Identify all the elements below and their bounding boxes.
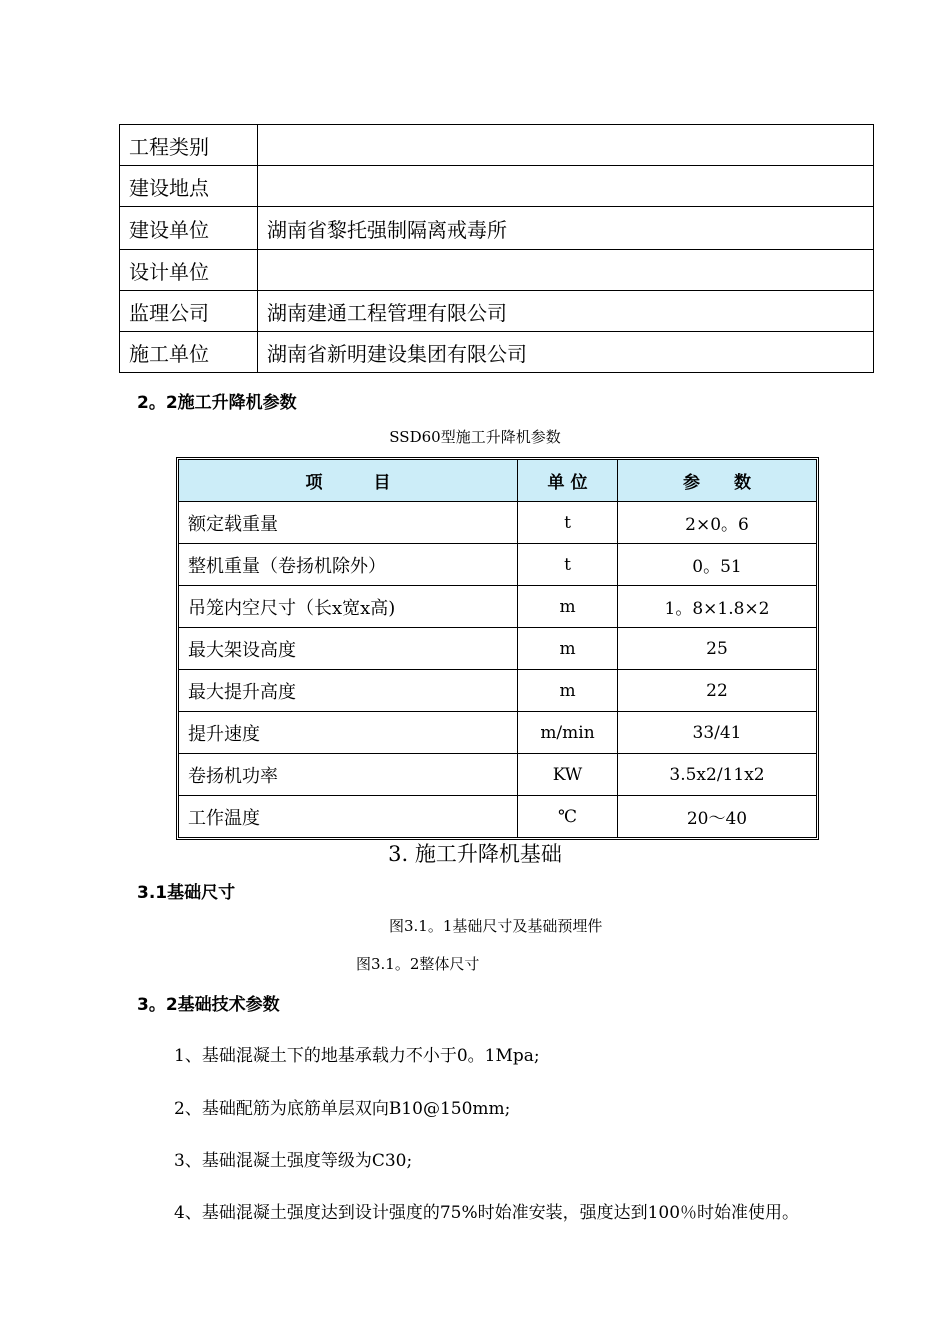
- table-header-row: [179, 460, 817, 502]
- info-value: 湖南建通工程管理有限公司: [258, 291, 874, 332]
- spec-table-caption: SSD60型施工升降机参数: [389, 428, 561, 446]
- header-value: 参 数: [618, 460, 817, 502]
- table-row: [120, 291, 874, 332]
- table-row: [179, 544, 817, 586]
- table-row: [179, 670, 817, 712]
- spec-value: 25: [618, 628, 817, 670]
- info-label: 建设单位: [120, 207, 258, 250]
- spec-unit: t: [518, 502, 618, 544]
- figure-caption-3-1-1: 图3.1。1基础尺寸及基础预埋件: [389, 917, 603, 935]
- spec-table: [178, 459, 817, 838]
- param-item: 3、基础混凝土强度等级为C30;: [174, 1151, 413, 1171]
- spec-unit: t: [518, 544, 618, 586]
- table-row: [120, 250, 874, 291]
- heading-3-1: 3.1基础尺寸: [137, 883, 236, 903]
- spec-value: 2×0。6: [618, 502, 817, 544]
- param-item: 4、基础混凝土强度达到设计强度的75%时始准安装，强度达到100％时始准使用。: [174, 1203, 800, 1223]
- section-3-title: 3. 施工升降机基础: [388, 842, 562, 866]
- spec-value: 1。8×1.8×2: [618, 586, 817, 628]
- spec-item: 最大架设高度: [179, 628, 518, 670]
- spec-item: 卷扬机功率: [179, 754, 518, 796]
- param-item: 1、基础混凝土下的地基承载力不小于0。1Mpa;: [174, 1046, 540, 1066]
- spec-item: 最大提升高度: [179, 670, 518, 712]
- info-label: 施工单位: [120, 332, 258, 373]
- spec-value: 20～40: [618, 796, 817, 838]
- spec-item: 整机重量（卷扬机除外）: [179, 544, 518, 586]
- spec-item: 工作温度: [179, 796, 518, 838]
- param-item: 2、基础配筋为底筋单层双向B10@150mm;: [174, 1099, 511, 1119]
- header-unit: 单 位: [518, 460, 618, 502]
- info-value: 湖南省新明建设集团有限公司: [258, 332, 874, 373]
- spec-unit: m/min: [518, 712, 618, 754]
- spec-item: 提升速度: [179, 712, 518, 754]
- project-info-table: [119, 124, 874, 373]
- info-label: 工程类别: [120, 125, 258, 166]
- info-value: [258, 125, 874, 166]
- spec-value: 22: [618, 670, 817, 712]
- table-row: [179, 502, 817, 544]
- spec-unit: m: [518, 670, 618, 712]
- spec-unit: KW: [518, 754, 618, 796]
- spec-value: 33/41: [618, 712, 817, 754]
- table-row: [179, 754, 817, 796]
- heading-2-2: 2。2施工升降机参数: [137, 393, 297, 413]
- table-row: [120, 207, 874, 250]
- info-label: 监理公司: [120, 291, 258, 332]
- table-row: [120, 332, 874, 373]
- spec-item: 额定载重量: [179, 502, 518, 544]
- spec-unit: m: [518, 628, 618, 670]
- table-row: [179, 586, 817, 628]
- table-row: [120, 125, 874, 166]
- spec-table-frame: [176, 457, 819, 840]
- heading-3-2: 3。2基础技术参数: [137, 995, 280, 1015]
- spec-unit: ℃: [518, 796, 618, 838]
- spec-item: 吊笼内空尺寸（长x宽x高): [179, 586, 518, 628]
- header-item: 项 目: [179, 460, 518, 502]
- table-row: [179, 796, 817, 838]
- info-label: 建设地点: [120, 166, 258, 207]
- spec-value: 3.5x2/11x2: [618, 754, 817, 796]
- info-value: [258, 250, 874, 291]
- info-value: [258, 166, 874, 207]
- figure-caption-3-1-2: 图3.1。2整体尺寸: [356, 955, 480, 973]
- spec-unit: m: [518, 586, 618, 628]
- spec-value: 0。51: [618, 544, 817, 586]
- table-row: [120, 166, 874, 207]
- info-label: 设计单位: [120, 250, 258, 291]
- table-row: [179, 628, 817, 670]
- info-value: 湖南省黎托强制隔离戒毒所: [258, 207, 874, 250]
- table-row: [179, 712, 817, 754]
